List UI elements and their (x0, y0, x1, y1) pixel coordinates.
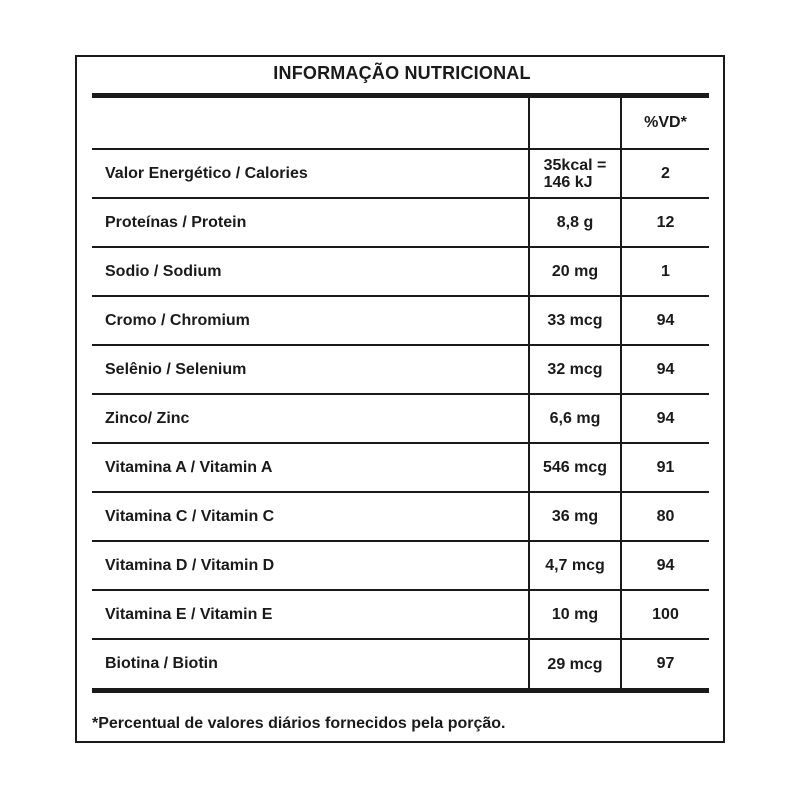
nutrient-vd: 12 (621, 198, 709, 247)
nutrient-name: Sodio / Sodium (92, 247, 529, 296)
table-row (92, 247, 709, 296)
table-row (92, 198, 709, 247)
nutrient-vd: 100 (621, 590, 709, 639)
nutrient-vd: 1 (621, 247, 709, 296)
table-header-row (92, 98, 709, 149)
nutrient-amount: 6,6 mg (529, 394, 621, 443)
nutrient-amount (529, 149, 621, 198)
nutrient-amount: 10 mg (529, 590, 621, 639)
nutrient-vd: 91 (621, 443, 709, 492)
nutrient-name: Biotina / Biotin (105, 655, 218, 672)
nutrient-amount: 20 mg (529, 247, 621, 296)
header-nutrient-cell (92, 98, 529, 149)
nutrient-vd: 94 (621, 345, 709, 394)
nutrient-vd: 94 (621, 394, 709, 443)
table-row (92, 394, 709, 443)
panel-title: INFORMAÇÃO NUTRICIONAL (273, 63, 531, 83)
table-row (92, 541, 709, 590)
table-row (92, 345, 709, 394)
nutrient-name: Zinco/ Zinc (92, 394, 529, 443)
amount-multiline (544, 157, 607, 191)
nutrient-name: Vitamina C / Vitamin C (92, 492, 529, 541)
table-row (92, 492, 709, 541)
nutrient-vd: 97 (656, 655, 675, 672)
nutrient-vd: 2 (621, 149, 709, 198)
nutrition-table (92, 98, 709, 688)
nutrient-amount: 36 mg (529, 492, 621, 541)
table-row (92, 639, 709, 688)
nutrient-name: Valor Energético / Calories (92, 149, 529, 198)
nutrient-vd: 94 (621, 296, 709, 345)
nutrient-amount: 32 mcg (529, 345, 621, 394)
nutrient-name: Proteínas / Protein (92, 198, 529, 247)
nutrition-table-wrap (92, 93, 709, 693)
footnote-text: *Percentual de valores diários fornecidos pela porção. (92, 715, 506, 732)
amount-line-2: 146 kJ (543, 173, 593, 191)
nutrition-facts-panel (75, 55, 725, 743)
bottom-thick-rule (92, 688, 709, 693)
nutrient-name: Vitamina A / Vitamin A (92, 443, 529, 492)
header-amount-cell (529, 98, 621, 149)
nutrient-amount: 29 mcg (529, 639, 621, 688)
nutrient-name: Vitamina E / Vitamin E (92, 590, 529, 639)
nutrient-amount: 33 mcg (529, 296, 621, 345)
nutrient-amount: 8,8 g (529, 198, 621, 247)
nutrient-vd: 80 (621, 492, 709, 541)
table-row (92, 590, 709, 639)
nutrient-name: Vitamina D / Vitamin D (92, 541, 529, 590)
header-vd-cell: %VD* (621, 98, 709, 149)
nutrient-amount: 4,7 mcg (529, 541, 621, 590)
table-row (92, 149, 709, 198)
amount-line-1: 35kcal = (543, 156, 607, 174)
table-row (92, 296, 709, 345)
nutrient-name: Cromo / Chromium (92, 296, 529, 345)
nutrient-amount: 546 mcg (529, 443, 621, 492)
table-row (92, 443, 709, 492)
nutrient-name: Selênio / Selenium (92, 345, 529, 394)
nutrient-vd: 94 (621, 541, 709, 590)
